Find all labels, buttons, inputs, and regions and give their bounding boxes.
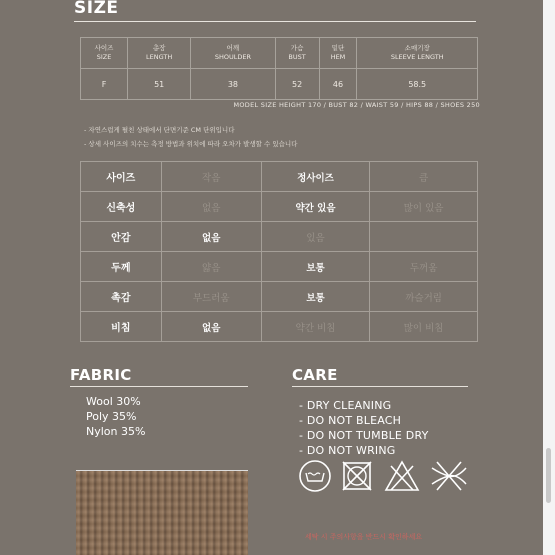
fit-option-selected: 정사이즈 xyxy=(261,162,369,192)
header-korean-label: 총장 xyxy=(152,44,166,52)
size-chart-header-cell xyxy=(191,38,275,69)
header-english-label: SHOULDER xyxy=(214,53,252,61)
header-english-label: LENGTH xyxy=(146,53,173,61)
fit-option: 얇음 xyxy=(161,252,261,282)
fabric-item: Nylon 35% xyxy=(86,425,146,438)
no-wring-icon xyxy=(429,460,469,492)
fit-attribute-label: 촉감 xyxy=(81,282,162,312)
fabric-section-title: FABRIC xyxy=(70,366,132,384)
fit-table-row xyxy=(81,252,478,282)
model-size-info: MODEL SIZE HEIGHT 170 / BUST 82 / WAIST 59 / HIPS 88 / SHOES 250 xyxy=(233,101,480,109)
fit-option: 약간 비침 xyxy=(261,312,369,342)
care-section-title: CARE xyxy=(292,366,338,384)
size-title-underline xyxy=(74,21,476,22)
fit-attribute-label: 두께 xyxy=(81,252,162,282)
fabric-swatch-image xyxy=(76,470,248,555)
size-chart-header-cell xyxy=(357,38,478,69)
header-korean-label: 가슴 xyxy=(290,44,304,52)
header-korean-label: 어깨 xyxy=(226,44,240,52)
fabric-item: Wool 30% xyxy=(86,395,141,408)
care-title-underline xyxy=(292,386,468,387)
size-chart-value-cell: F xyxy=(81,69,128,100)
size-chart-value-cell: 58.5 xyxy=(357,69,478,100)
header-english-label: SIZE xyxy=(96,53,112,61)
size-note-2: - 상세 사이즈의 치수는 측정 방법과 위치에 따라 오차가 발생할 수 있습니다 xyxy=(84,140,298,148)
hand-wash-icon xyxy=(297,458,333,494)
header-english-label: BUST xyxy=(288,53,306,61)
fit-option: 큼 xyxy=(370,162,478,192)
no-bleach-icon xyxy=(383,458,421,494)
fit-option-selected: 약간 있음 xyxy=(261,192,369,222)
size-chart-value-cell: 52 xyxy=(275,69,319,100)
header-korean-label: 사이즈 xyxy=(94,44,114,52)
fit-option: 많이 있음 xyxy=(370,192,478,222)
fit-option: 없음 xyxy=(161,192,261,222)
header-korean-label: 밑단 xyxy=(331,44,345,52)
care-warning-text: 세탁 시 주의사항을 반드시 확인하세요 xyxy=(305,533,423,541)
fit-option: 까슬거림 xyxy=(370,282,478,312)
fit-option: 부드러움 xyxy=(161,282,261,312)
size-section-title: SIZE xyxy=(74,0,119,18)
care-item: - DO NOT TUMBLE DRY xyxy=(299,429,429,442)
size-chart-value-cell: 46 xyxy=(319,69,357,100)
header-korean-label: 소매기장 xyxy=(404,44,430,52)
fabric-item: Poly 35% xyxy=(86,410,137,423)
size-chart-header-row xyxy=(81,38,478,69)
size-chart-header-cell xyxy=(81,38,128,69)
scrollbar-thumb[interactable] xyxy=(546,448,551,503)
header-english-label: SLEEVE LENGTH xyxy=(390,53,444,61)
fit-option: 작음 xyxy=(161,162,261,192)
size-chart-value-row xyxy=(81,69,478,100)
header-english-label: HEM xyxy=(330,53,346,61)
fit-table-row xyxy=(81,312,478,342)
fit-attribute-label: 신축성 xyxy=(81,192,162,222)
fabric-swatch-texture xyxy=(76,471,248,555)
fit-info-table xyxy=(80,161,478,342)
fit-option: 많이 비침 xyxy=(370,312,478,342)
size-chart-table xyxy=(80,37,478,100)
fit-option-selected: 보통 xyxy=(261,282,369,312)
fit-table-row xyxy=(81,282,478,312)
fit-table-row xyxy=(81,222,478,252)
size-chart-header-cell xyxy=(275,38,319,69)
fit-option-selected: 없음 xyxy=(161,222,261,252)
fit-option-selected: 보통 xyxy=(261,252,369,282)
fit-attribute-label: 비침 xyxy=(81,312,162,342)
fit-table-row xyxy=(81,162,478,192)
fabric-title-underline xyxy=(70,386,248,387)
size-chart-value-cell: 51 xyxy=(128,69,191,100)
fit-option: 있음 xyxy=(261,222,369,252)
fit-option-selected: 없음 xyxy=(161,312,261,342)
care-item: - DO NOT BLEACH xyxy=(299,414,402,427)
care-item: - DRY CLEANING xyxy=(299,399,392,412)
fit-option xyxy=(370,222,478,252)
care-item: - DO NOT WRING xyxy=(299,444,396,457)
size-chart-value-cell: 38 xyxy=(191,69,275,100)
size-note-1: - 자연스럽게 펼친 상태에서 단면기준 CM 단위입니다 xyxy=(84,126,235,134)
size-chart-header-cell xyxy=(319,38,357,69)
fit-option: 두꺼움 xyxy=(370,252,478,282)
fit-attribute-label: 사이즈 xyxy=(81,162,162,192)
size-chart-header-cell xyxy=(128,38,191,69)
fit-table-row xyxy=(81,192,478,222)
no-tumble-dry-icon xyxy=(339,458,375,494)
fit-attribute-label: 안감 xyxy=(81,222,162,252)
